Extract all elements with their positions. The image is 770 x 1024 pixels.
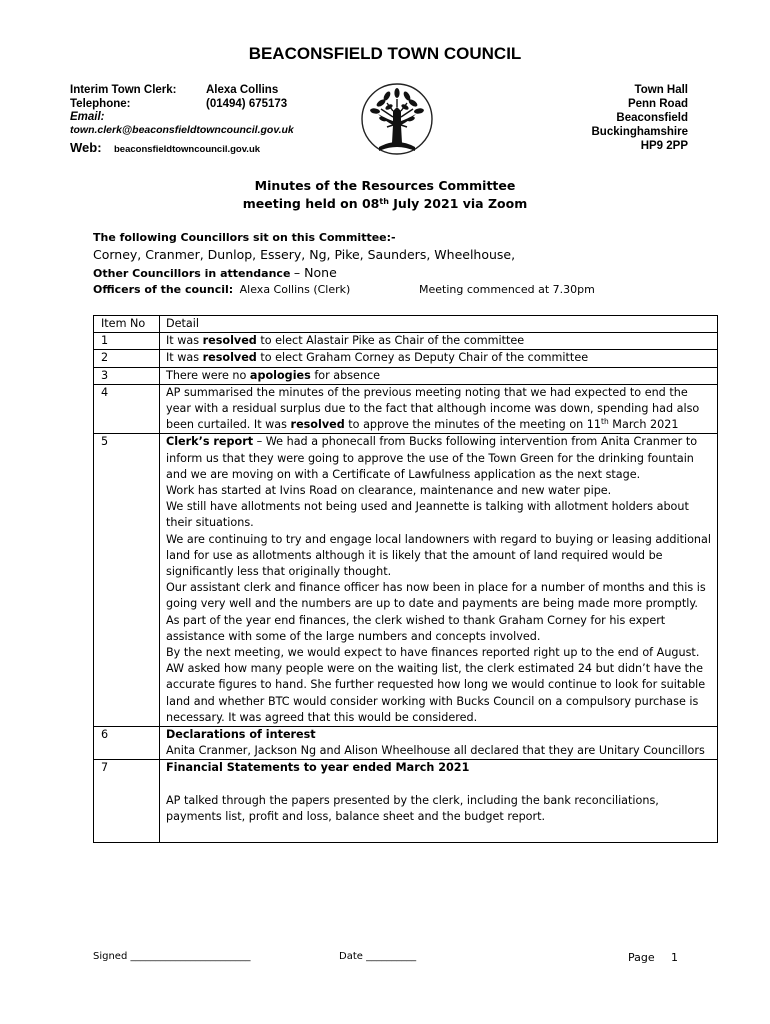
- item-detail: [160, 333, 718, 350]
- item-detail: [160, 434, 718, 727]
- detail-paragraph: Anita Cranmer, Jackson Ng and Alison Wheelhouse all declared that they are Unitary Councillors: [166, 744, 705, 758]
- item-detail: [160, 384, 718, 434]
- page-label: Page: [628, 951, 655, 964]
- detail-heading-text: Financial Statements to year ended March 2021: [166, 761, 470, 775]
- address-line: Town Hall: [634, 84, 688, 96]
- address-line: Penn Road: [627, 98, 688, 110]
- officers-value: Alexa Collins (Clerk): [239, 283, 351, 296]
- committee-label: The following Councillors sit on this Committee:-: [93, 231, 396, 244]
- detail-text: AP summarised the minutes of the previous meeting noting that we had expected to end the year with a residual surplus due to the fact that although income was down, spending had also been curtailed. It was: [166, 385, 700, 432]
- table-row: [94, 350, 718, 367]
- address-line: HP9 2PP: [640, 140, 688, 152]
- detail-bold: resolved: [202, 351, 257, 365]
- detail-text: There were no: [166, 368, 250, 382]
- detail-bold: resolved: [290, 418, 345, 432]
- column-header-detail: Detail: [160, 316, 718, 333]
- minutes-table: [93, 315, 718, 843]
- detail-heading: [166, 727, 713, 743]
- clerks-report-paragraph: [166, 434, 713, 483]
- detail-paragraph: By the next meeting, we would expect to have finances reported right up to the end of August.: [166, 646, 700, 660]
- detail-text: to elect Alastair Pike as Chair of the committee: [256, 334, 525, 348]
- other-councillors-value: – None: [293, 265, 337, 280]
- detail-heading: Clerk’s report: [166, 435, 254, 449]
- detail-paragraph: We still have allotments not being used and Jeannette is talking with allotment holders about their situations.: [166, 500, 689, 530]
- item-number: 5: [94, 434, 160, 727]
- meeting-date-text: meeting held on 08: [242, 196, 380, 211]
- detail-text: March 2021: [608, 418, 679, 432]
- detail-bold: apologies: [249, 368, 311, 382]
- contact-values: [206, 84, 287, 111]
- date-suffix: th: [379, 197, 389, 206]
- detail-paragraph: As part of the year end finances, the clerk wished to thank Graham Corney for his expert assistance with some of the large numbers and concepts involved.: [166, 613, 666, 643]
- detail-paragraph: AW asked how many people were on the waiting list, the clerk estimated 24 but didn’t have the accurate figures to hand. She further requested how long we would continue to look for suitable land and whether BTC would consider working with Bucks Council on a compulsory purchase is necessary. It was agreed that this would be considered.: [166, 662, 706, 724]
- item-detail: [160, 350, 718, 367]
- item-number: 2: [94, 350, 160, 367]
- committee-members: Corney, Cranmer, Dunlop, Essery, Ng, Pike, Saunders, Wheelhouse,: [93, 247, 516, 262]
- meeting-month-text: July 2021 via Zoom: [388, 196, 528, 211]
- web-line: [70, 139, 260, 157]
- table-row: [94, 434, 718, 727]
- minutes-title-line2: [0, 195, 770, 213]
- clerk-name: Alexa Collins: [206, 84, 279, 96]
- detail-text: – We had a phonecall from Bucks following intervention from Anita Cranmer to inform us that they were going to approve the use of the Town Green for the drinking fountain and we are moving on with a Certificate of Lawfulness application as the next stage.: [166, 435, 698, 481]
- detail-text: It was: [166, 334, 203, 348]
- item-detail: [160, 760, 718, 843]
- address-block: [592, 83, 689, 153]
- signed-line: Signed ________________________: [93, 951, 251, 962]
- email-label: Email:: [70, 111, 105, 123]
- contact-labels: [70, 84, 177, 125]
- other-councillors-line: [93, 265, 337, 280]
- detail-heading-text: Declarations of interest: [166, 728, 316, 742]
- clerk-label: Interim Town Clerk:: [70, 84, 177, 96]
- council-tree-logo-icon: [359, 81, 435, 157]
- detail-heading: [166, 760, 713, 776]
- officers-label: Officers of the council:: [93, 283, 234, 296]
- telephone-label: Telephone:: [70, 97, 131, 110]
- table-row: [94, 384, 718, 434]
- date-line: Date __________: [339, 951, 417, 962]
- email-address[interactable]: town.clerk@beaconsfieldtowncouncil.gov.uk: [70, 124, 294, 136]
- table-row: [94, 727, 718, 760]
- item-detail: [160, 727, 718, 760]
- detail-paragraph: Work has started at Ivins Road on clearance, maintenance and new water pipe.: [166, 484, 612, 498]
- council-title: BEACONSFIELD TOWN COUNCIL: [248, 44, 522, 63]
- detail-paragraph: AP talked through the papers presented by the clerk, including the bank reconciliations, payments list, profit and loss, balance sheet and the budget report.: [166, 793, 659, 823]
- address-line: Buckinghamshire: [591, 126, 688, 138]
- detail-text: for absence: [310, 368, 381, 382]
- detail-text: to approve the minutes of the meeting on 11: [344, 418, 602, 432]
- item-number: 4: [94, 384, 160, 434]
- table-row: [94, 367, 718, 384]
- table-header-row: [94, 316, 718, 333]
- address-line: Beaconsfield: [616, 112, 688, 124]
- table-row: [94, 760, 718, 843]
- table-row: [94, 333, 718, 350]
- officers-line: [93, 283, 350, 296]
- detail-bold: resolved: [202, 334, 257, 348]
- date-suffix: th: [601, 417, 609, 427]
- minutes-title-line1: Minutes of the Resources Committee: [254, 178, 516, 193]
- detail-paragraph: We are continuing to try and engage local landowners with regard to buying or leasing additional land for use as allotments although it is likely that the amount of land required would be significantly less that originally thought.: [166, 532, 711, 579]
- item-number: 6: [94, 727, 160, 760]
- column-header-item: Item No: [94, 316, 160, 333]
- item-number: 3: [94, 367, 160, 384]
- telephone-number: (01494) 675173: [206, 97, 288, 110]
- web-address[interactable]: beaconsfieldtowncouncil.gov.uk: [114, 144, 261, 155]
- item-number: 1: [94, 333, 160, 350]
- spacer: [166, 777, 713, 793]
- web-label: Web:: [70, 140, 102, 155]
- other-councillors-label: Other Councillors in attendance: [93, 267, 291, 280]
- detail-text: to elect Graham Corney as Deputy Chair of the committee: [256, 351, 589, 365]
- item-detail: [160, 367, 718, 384]
- meeting-commenced: Meeting commenced at 7.30pm: [419, 283, 595, 296]
- detail-text: It was: [166, 351, 203, 365]
- item-number: 7: [94, 760, 160, 843]
- detail-paragraph: Our assistant clerk and finance officer has now been in place for a number of months and this is going very well and the numbers are up to date and payments are being made more promptly.: [166, 581, 706, 611]
- page-number: 1: [671, 951, 678, 964]
